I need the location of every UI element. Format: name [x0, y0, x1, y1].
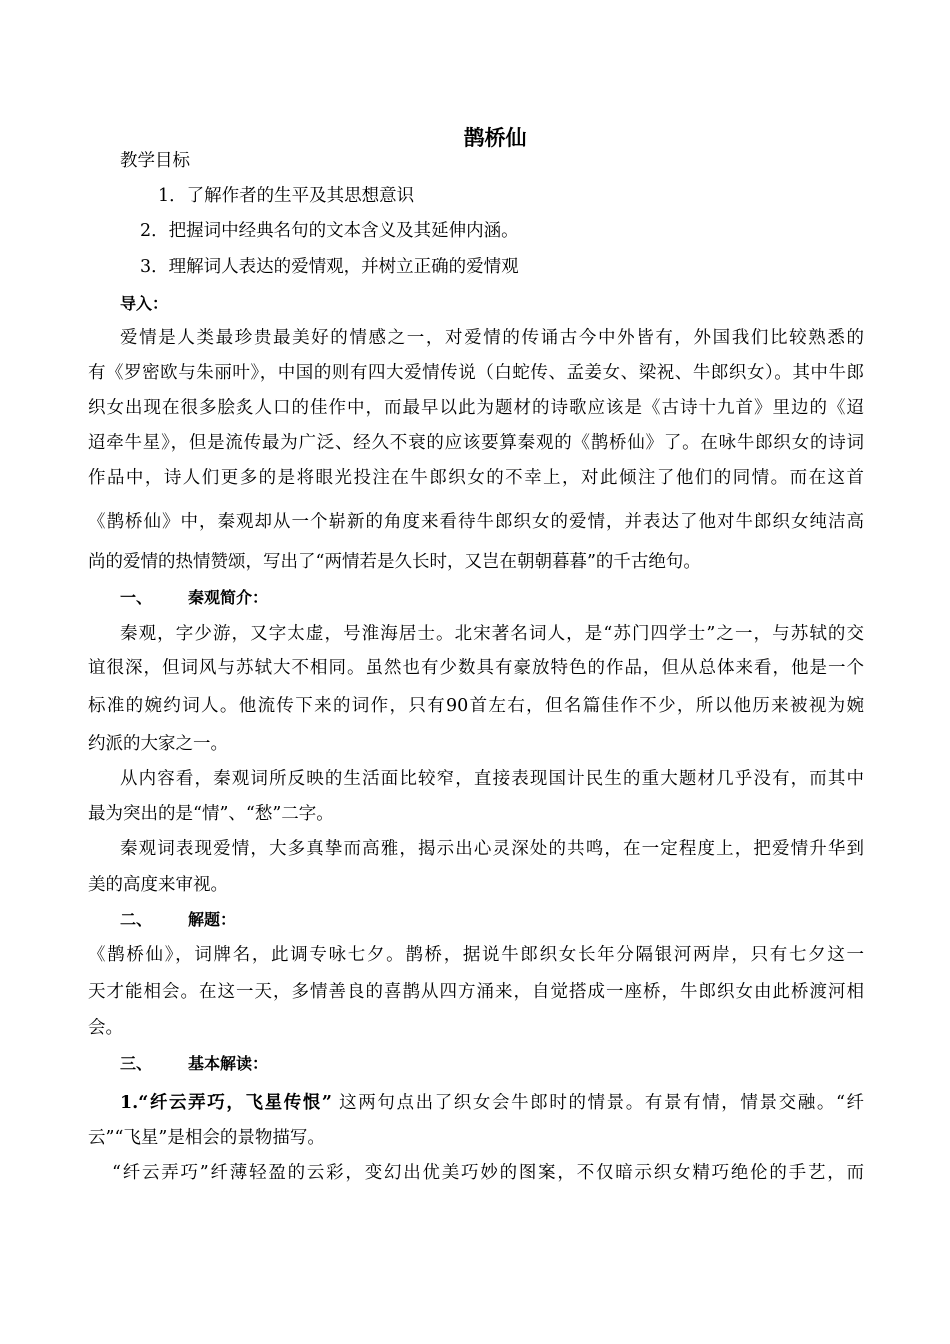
- objective-item-3: 3．理解词人表达的爱情观，并树立正确的爱情观: [140, 257, 519, 277]
- bio-line-4: 约派的大家之一。: [88, 734, 228, 754]
- bio-line-1: 秦观，字少游，又字太虚，号淮海居士。北宋著名词人，是“苏门四学士”之一，与苏轼的交: [120, 624, 864, 644]
- section-number: 二、: [120, 910, 153, 929]
- objective-item-2: 2．把握词中经典名句的文本含义及其延伸内涵。: [140, 221, 519, 241]
- intro-line-3: 织女出现在很多脍炙人口的佳作中，而最早以此为题材的诗歌应该是《古诗十九首》里边的《迢: [88, 398, 864, 418]
- section-title: 解题：: [188, 910, 237, 929]
- bio-line-3: 标准的婉约词人。他流传下来的词作，只有90首左右，但名篇佳作不少，所以他历来被视为婉: [88, 696, 864, 716]
- title-explain-line-3: 会。: [88, 1018, 123, 1038]
- bio-para2-line-1: 从内容看，秦观词所反映的生活面比较窄，直接表现国计民生的重大题材几乎没有，而其中: [120, 769, 864, 789]
- bio-para3-line-2: 美的高度来审视。: [88, 875, 228, 895]
- bio-line-2: 谊很深，但词风与苏轼大不相同。虽然也有少数具有豪放特色的作品，但从总体来看，他是一个: [88, 658, 864, 678]
- intro-line-5: 作品中，诗人们更多的是将眼光投注在牛郎织女的不幸上，对此倾注了他们的同情。而在这首: [88, 468, 864, 488]
- bio-para3-line-1: 秦观词表现爱情，大多真挚而高雅，揭示出心灵深处的共鸣，在一定程度上，把爱情升华到: [120, 839, 864, 859]
- intro-line-2: 有《罗密欧与朱丽叶》，中国的则有四大爱情传说（白蛇传、孟姜女、梁祝、牛郎织女）。其中牛郎: [88, 363, 864, 383]
- section-number: 三、: [120, 1054, 153, 1073]
- section-heading-3: [120, 1048, 268, 1080]
- section-title: 基本解读：: [188, 1054, 269, 1073]
- title-explain-line-2: 天才能相会。在这一天，多情善良的喜鹊从四方涌来，自觉搭成一座桥，牛郎织女由此桥渡河相: [88, 982, 864, 1002]
- intro-line-6: 《鹊桥仙》中，秦观却从一个崭新的角度来看待牛郎织女的爱情，并表达了他对牛郎织女纯洁高: [88, 512, 864, 532]
- section-title: 秦观简介：: [188, 588, 269, 607]
- section-heading-1: [120, 582, 268, 614]
- reading-item-1-line-2: 云”“飞星”是相会的景物描写。: [88, 1128, 325, 1148]
- section-number: 一、: [120, 588, 153, 607]
- reading-item-1: [120, 1087, 864, 1119]
- quoted-verse: 1.“纤云弄巧，飞星传恨”: [120, 1093, 332, 1113]
- section-heading-2: [120, 904, 236, 936]
- objectives-label: 教学目标: [120, 151, 190, 171]
- intro-line-4: 迢牵牛星》，但是流传最为广泛、经久不衰的应该要算秦观的《鹊桥仙》了。在咏牛郎织女的诗词: [88, 433, 864, 453]
- intro-line-7: 尚的爱情的热情赞颂，写出了“两情若是久长时，又岂在朝朝暮暮”的千古绝句。: [88, 552, 701, 572]
- intro-line-1: 爱情是人类最珍贵最美好的情感之一，对爱情的传诵古今中外皆有，外国我们比较熟悉的: [120, 328, 864, 348]
- title-explain-line-1: 《鹊桥仙》，词牌名，此调专咏七夕。鹊桥，据说牛郎织女长年分隔银河两岸，只有七夕这一: [88, 945, 864, 965]
- bio-para2-line-2: 最为突出的是“情”、“愁”二字。: [88, 804, 334, 824]
- intro-heading: 导入：: [120, 294, 169, 313]
- reading-item-2-line-1: “纤云弄巧”纤薄轻盈的云彩，变幻出优美巧妙的图案，不仅暗示织女精巧绝伦的手艺，而: [112, 1163, 864, 1183]
- page-title: 鹊桥仙: [463, 126, 527, 150]
- objective-item-1: 1．了解作者的生平及其思想意识: [158, 186, 415, 206]
- verse-explanation: 这两句点出了织女会牛郎时的情景。有景有情，情景交融。“纤: [331, 1093, 864, 1113]
